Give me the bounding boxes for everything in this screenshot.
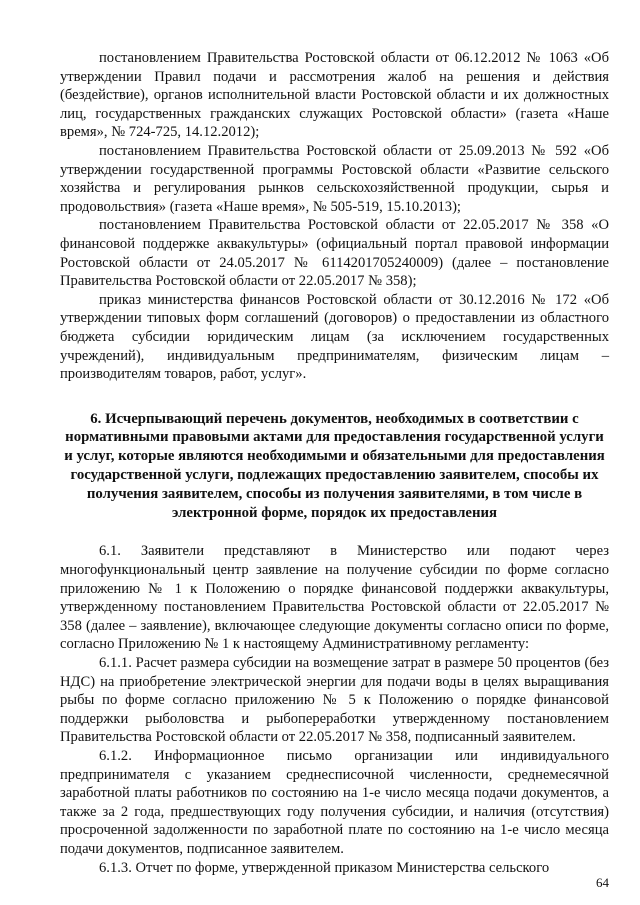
intro-paragraph: постановлением Правительства Ростовской области от 22.05.2017 № 358 «О финансовой поддержке аквакультуры» (официальный портал правовой информации Ростовской области от 24.05.2017 № 6114201705240009) (далее – постановление Правительства Ростовской области от 22.05.2017 № 358);: [60, 217, 609, 290]
body-paragraph: 6.1.1. Расчет размера субсидии на возмещение затрат в размере 50 процентов (без НДС) на приобретение электрической энергии для подачи воды в целях выращивания рыбы по форме согласно приложению № 5 к Положению о порядке финансовой поддержки рыболовства и рыбопереработки утвержденному постановлением Правительства Ростовской области от 22.05.2017 № 358, подписанный заявителем.: [60, 655, 609, 746]
intro-paragraph: постановлением Правительства Ростовской области от 25.09.2013 № 592 «Об утверждении государственной программы Ростовской области «Развитие сельского хозяйства и регулирования рынков сельскохозяйственной продукции, сырья и продовольствия» (газета «Наше время», № 505-519, 15.10.2013);: [60, 142, 609, 215]
intro-paragraph: постановлением Правительства Ростовской области от 06.12.2012 № 1063 «Об утверждении Правил подачи и рассмотрения жалоб на решения и действия (бездействие), органов исполнительной власти Ростовской области и их должностных лиц, государственных гражданских служащих Ростовской области» (газета «Наше время», № 724-725, 14.12.2012);: [60, 50, 609, 141]
page-number: 64: [596, 875, 609, 890]
body-paragraph: 6.1.2. Информационное письмо организации или индивидуального предпринимателя с указанием среднесписочной численности, среднемесячной заработной платы работников по состоянию на 1-е число месяца подачи документов, а также за 2 года, предшествующих году получения субсидии, и наличия (отсутствия) просроченной задолженности по заработной плате по состоянию на 1-е число месяца подачи документов, подписанное заявителем.: [60, 748, 609, 857]
body-paragraph: 6.1. Заявители представляют в Министерство или подают через многофункциональный центр заявление на получение субсидии по форме согласно приложению № 1 к Положению о порядке финансовой поддержки аквакультуры, утвержденному постановлением Правительства Ростовской области от 22.05.2017 № 358 (далее – заявление), включающее следующие документы согласно описи по форме, согласно Приложению № 1 к настоящему Административному регламенту:: [60, 543, 609, 653]
body-paragraph: 6.1.3. Отчет по форме, утвержденной приказом Министерства сельского: [99, 859, 550, 876]
intro-paragraph: приказ министерства финансов Ростовской области от 30.12.2016 № 172 «Об утверждении типовых форм соглашений (договоров) о предоставлении из областного бюджета субсидии юридическим лицам (за исключением государственных учреждений), индивидуальным предпринимателям, физическим лицам – производителям товаров, работ, услуг».: [60, 291, 609, 383]
section-heading: 6. Исчерпывающий перечень документов, необходимых в соответствии с нормативными правовыми актами для предоставления государственной услуги и услуг, которые являются необходимыми и обязательными для предоставления государственной услуги, подлежащих предоставлению заявителем, способы их получения заявителем, способы из получения заявителями, в том числе в электронной форме, порядок их предоставления: [64, 410, 605, 521]
